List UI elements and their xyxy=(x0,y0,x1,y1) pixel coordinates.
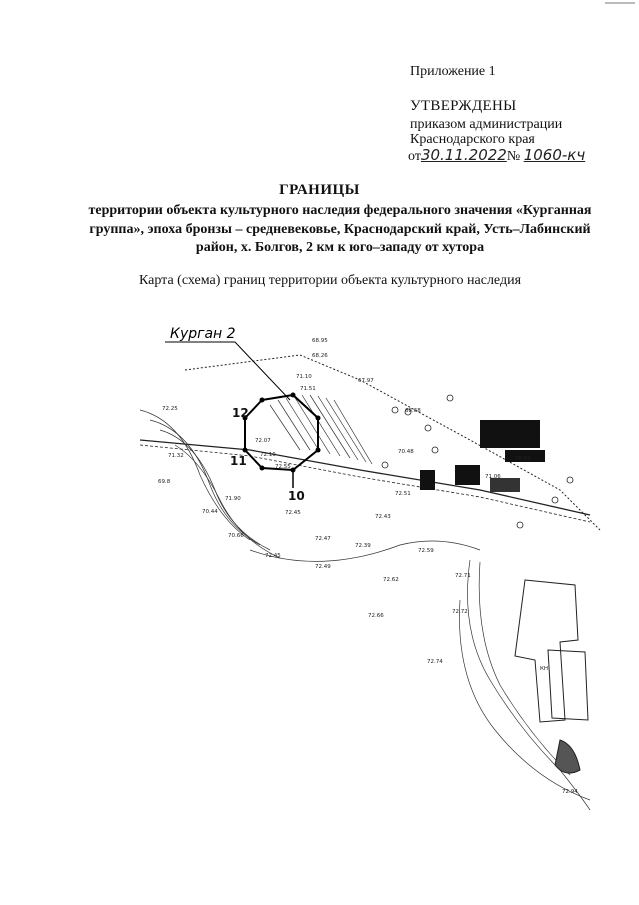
elevation-label: 72.47 xyxy=(315,536,331,542)
cadastral-label: КН xyxy=(540,666,549,672)
elevation-label: 72.74 xyxy=(427,659,443,665)
appendix-label: Приложение 1 xyxy=(410,64,496,79)
date-prefix: от xyxy=(408,149,421,164)
elevation-label: 72.43 xyxy=(375,514,391,520)
object-boundary xyxy=(245,395,318,470)
elevation-label: 72.45 xyxy=(265,553,281,559)
elevation-label: 72.51 xyxy=(395,491,411,497)
elevation-labels xyxy=(158,338,578,795)
scan-corner-mark xyxy=(605,2,635,4)
elevation-label: 67.97 xyxy=(358,378,374,384)
elevation-label: 71.90 xyxy=(225,496,241,502)
elevation-label: 72.10 xyxy=(260,452,276,458)
elevation-label: 72.39 xyxy=(355,543,371,549)
elevation-label: 70.48 xyxy=(398,449,414,455)
approval-date: 30.11.2022 xyxy=(420,146,507,164)
kurgan-label: Курган 2 xyxy=(170,326,236,342)
boundary-map xyxy=(0,300,639,905)
elevation-label: 72.55 xyxy=(275,464,291,470)
number-prefix: № xyxy=(506,149,521,164)
elevation-label: 72.25 xyxy=(162,406,178,412)
map-caption: Карта (схема) границ территории объекта культурного наследия xyxy=(138,273,522,288)
elevation-label: 70.44 xyxy=(202,509,218,515)
elevation-label: 72.71 xyxy=(455,573,471,579)
elevation-label: 72.59 xyxy=(418,548,434,554)
point-label-10: 10 xyxy=(288,489,305,503)
approval-number: 1060-кч xyxy=(523,146,586,164)
document-title: ГРАНИЦЫ xyxy=(279,182,360,198)
elevation-label: 71.51 xyxy=(300,386,316,392)
approved-region-line: Краснодарского края xyxy=(410,132,535,147)
document-subtitle: территории объекта культурного наследия федерального значения «Курганная группа», эпоха бронзы – средневековье, Краснодарский край, Усть–Лабинский район, х. Болгов, 2 км к юго–западу от хутора xyxy=(88,203,592,255)
point-label-12: 12 xyxy=(232,406,249,420)
slope-hatching xyxy=(270,395,372,464)
elevation-label: 72.72 xyxy=(452,609,468,615)
elevation-label: 72.07 xyxy=(255,438,271,444)
elevation-label: 72.62 xyxy=(383,577,399,583)
approval-date-row xyxy=(408,146,585,165)
approved-by-line: приказом администрации xyxy=(410,117,563,132)
elevation-label: 72.66 xyxy=(368,613,384,619)
house-outlines xyxy=(515,580,588,773)
elevation-label: 68.95 xyxy=(312,338,328,344)
label-leader-line xyxy=(165,342,290,400)
elevation-label: 71.10 xyxy=(296,374,312,380)
elevation-label: 70.82 xyxy=(515,456,531,462)
elevation-label: 72.94 xyxy=(562,789,578,795)
elevation-label: 71.32 xyxy=(168,453,184,459)
approved-title: УТВЕРЖДЕНЫ xyxy=(410,98,517,114)
elevation-label: 68.26 xyxy=(312,353,328,359)
contour-lines xyxy=(140,410,590,810)
elevation-label: 72.45 xyxy=(285,510,301,516)
elevation-label: 68.68 xyxy=(405,408,421,414)
elevation-label: 71.06 xyxy=(485,474,501,480)
point-label-11: 11 xyxy=(230,454,247,468)
elevation-label: 70.66 xyxy=(228,533,244,539)
elevation-label: 69.8 xyxy=(158,479,171,485)
elevation-label: 72.49 xyxy=(315,564,331,570)
